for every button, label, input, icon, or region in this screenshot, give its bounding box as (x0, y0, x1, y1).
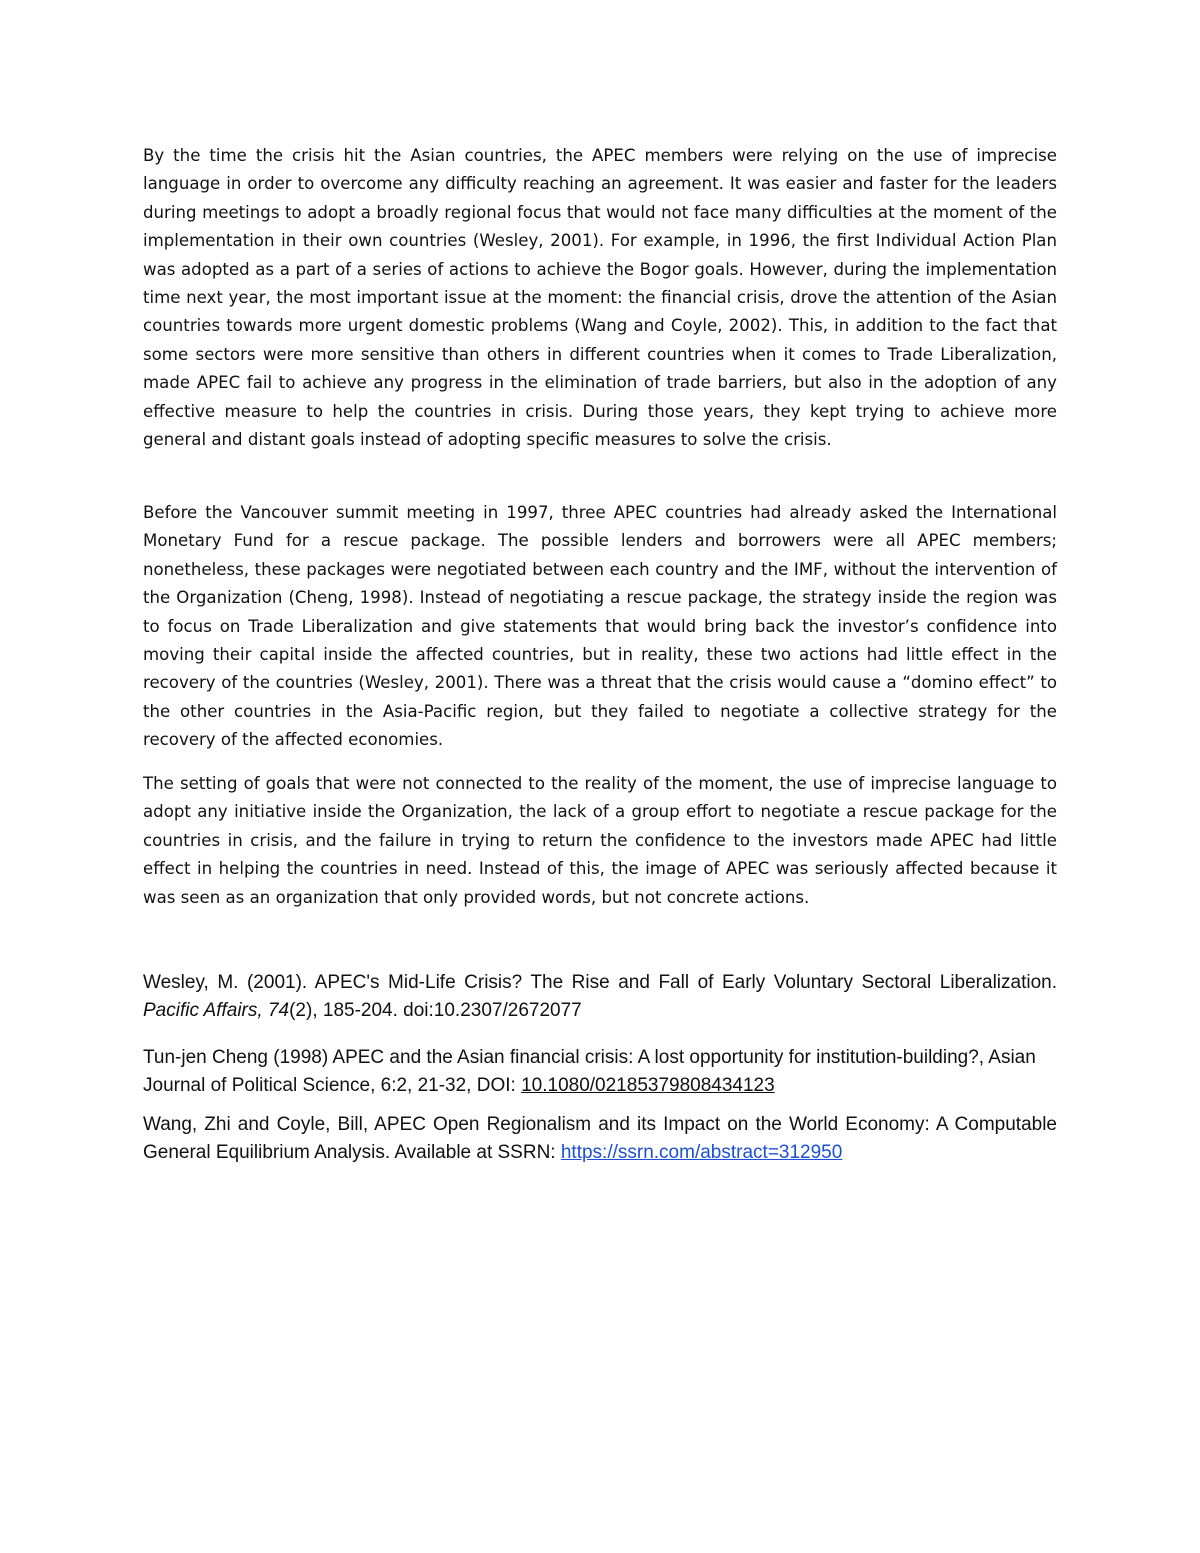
reference-cheng-doi-link[interactable]: 10.1080/02185379808434123 (521, 1075, 775, 1096)
body-paragraph-3: The setting of goals that were not connected to the reality of the moment, the use of imprecise language to adopt any initiative inside the Organization, the lack of a group effort to negotiate a rescue package for the countries in crisis, and the failure in trying to return the confidence to the investors made APEC had little effect in helping the countries in need. Instead of this, the image of APEC was seriously affected because it was seen as an organization that only provided words, but not concrete actions. (143, 774, 1057, 907)
reference-cheng-text: Tun-jen Cheng (1998) APEC and the Asian financial crisis: A lost opportunity for institution-building?, Asian Journal of Political Science, 6:2, 21-32, DOI: (143, 1047, 1036, 1096)
reference-wesley-journal: Pacific Affairs, (143, 1000, 263, 1021)
reference-wesley-volume: 74 (267, 1000, 290, 1021)
body-paragraph-1: By the time the crisis hit the Asian countries, the APEC members were relying on the use of imprecise language in order to overcome any difficulty reaching an agreement. It was easier and faster for the leaders during meetings to adopt a broadly regional focus that would not face many difficulties at the moment of the implementation in their own countries (Wesley, 2001). For example, in 1996, the first Individual Action Plan was adopted as a part of a series of actions to achieve the Bogor goals. However, during the implementation time next year, the most important issue at the moment: the financial crisis, drove the attention of the Asian countries towards more urgent domestic problems (Wang and Coyle, 2002). This, in addition to the fact that some sectors were more sensitive than others in different countries when it comes to Trade Liberalization, made APEC fail to achieve any progress in the elimination of trade barriers, but also in the adoption of any effective measure to help the countries in crisis. During those years, they kept trying to achieve more general and distant goals instead of adopting specific measures to solve the crisis. (143, 146, 1057, 450)
reference-wang-text: Wang, Zhi and Coyle, Bill, APEC Open Regionalism and its Impact on the World Economy: A Computable General Equilibrium Analysis. Available at SSRN: (143, 1114, 1057, 1163)
reference-wesley-pages: (2), 185-204. doi:10.2307/2672077 (289, 1000, 582, 1021)
reference-wesley-text: Wesley, M. (2001). APEC's Mid-Life Crisis? The Rise and Fall of Early Voluntary Sectoral Liberalization. (143, 972, 1057, 993)
reference-wang (143, 1111, 1057, 1167)
reference-wesley (143, 969, 1057, 1025)
body-paragraph-2: Before the Vancouver summit meeting in 1997, three APEC countries had already asked the International Monetary Fund for a rescue package. The possible lenders and borrowers were all APEC members; nonetheless, these packages were negotiated between each country and the IMF, without the intervention of the Organization (Cheng, 1998). Instead of negotiating a rescue package, the strategy inside the region was to focus on Trade Liberalization and give statements that would bring back the investor’s confidence into moving their capital inside the affected countries, but in reality, these two actions had little effect in the recovery of the countries (Wesley, 2001). There was a threat that the crisis would cause a “domino effect” to the other countries in the Asia-Pacific region, but they failed to negotiate a collective strategy for the recovery of the affected economies. (143, 503, 1057, 750)
reference-cheng (143, 1044, 1057, 1100)
reference-wang-ssrn-link[interactable]: https://ssrn.com/abstract=312950 (560, 1142, 843, 1163)
